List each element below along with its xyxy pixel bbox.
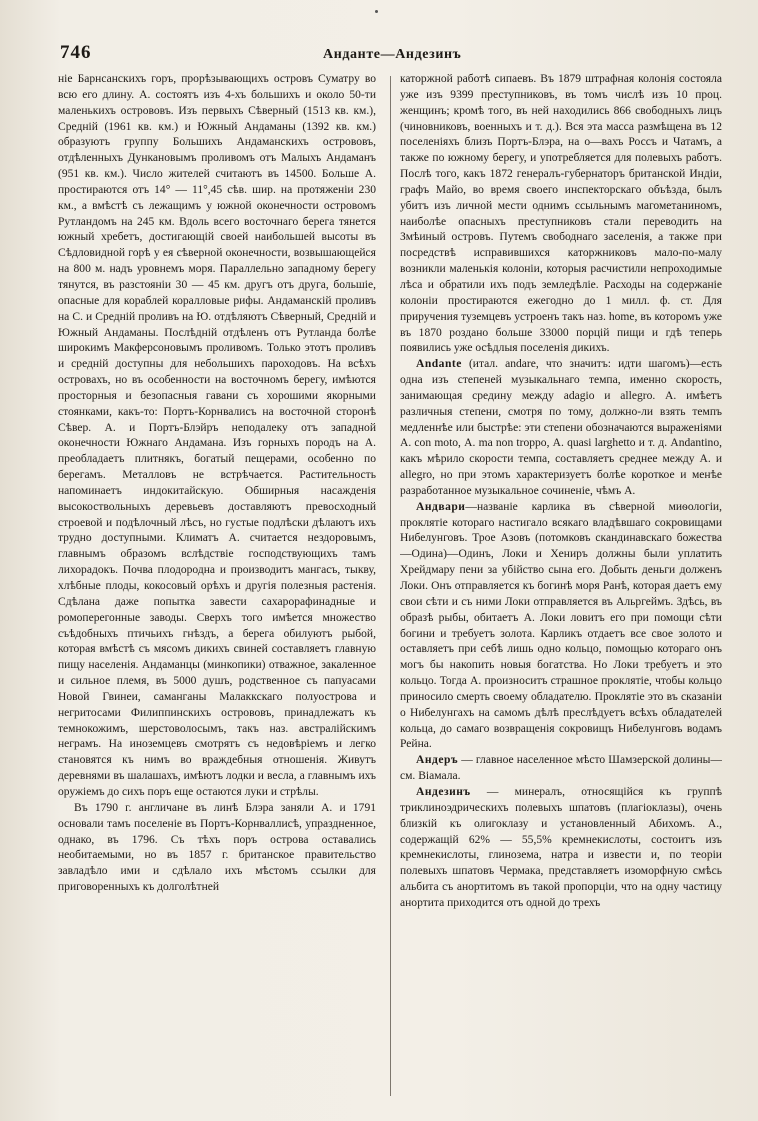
entry-ander (400, 753, 722, 785)
entry-andvari (400, 500, 722, 754)
entry-headword: Андеръ (416, 754, 459, 767)
right-paragraph-1: каторжной работѣ сипаевъ. Въ 1879 штрафная колонія состояла уже изъ 9399 преступниковъ, въ томъ числѣ изъ 10 проц. женщинъ; кромѣ того, въ ней находились 866 свободныхъ лицъ (чиновниковъ, военныхъ и т. д.). Вся эта масса размѣщена въ 12 поселеніяхъ близъ Портъ-Блэра, на о—вахъ Россъ и Чатамъ, а также по южному берегу, и употребляется для полевыхъ работъ. Послѣ того, какъ 1872 генералъ-губернаторъ британской Индіи, графъ Майо, во время своего инспекторскаго объѣзда, былъ убитъ изъ личной мести однимъ ссыльнымъ магометаниномъ, наиболѣе опасныхъ преступниковъ стали переводить на Змѣиный островъ. Путемъ свободнаго заселенія, а также при посредствѣ исправившихся каторжниковъ мало-по-малу возникли маленькія колоніи, которыя расчистили непроходимые лѣса и обратили ихъ подъ земледѣліе. Расходы на содержаніе колоніи простираются ежегодно до 1 милл. ф. ст. Для приручения туземцевъ устроенъ такъ наз. home, въ которомъ уже въ 1870 роздано больше 33000 порцій пищи и гдѣ теперь появились уже осѣдлыя поселенія дикихъ. (400, 73, 722, 355)
print-speck (375, 10, 378, 13)
running-head: Андантe—Андезинъ (323, 47, 462, 62)
entry-andesine (400, 785, 722, 912)
entry-andante (400, 357, 722, 500)
entry-headword: Андезинъ (416, 785, 471, 798)
entry-text: — минералъ, относящійся къ группѣ триклиноэдрическихъ полевыхъ шпатовъ (плагіоклазы), очень близкій къ олигоклазу и установленный Абихомъ. А., содержащій 62% — 55,5% кремнекислоты, состоитъ изъ кремнекислоты, глинозема, натра и извести и, по теоріи полевыхъ шпатовъ Чермака, представляетъ изоморфную смѣсь альбита съ анортитомъ въ такой пропорціи, что на одну частицу анортита приходится отъ одной до трехъ (400, 785, 722, 909)
entry-text: (итал. andare, что значитъ: идти шагомъ)—есть одна изъ степеней музыкальнаго темпа, именно скорость, занимающая средину между adagio и allegro. А. имѣетъ различныя степени, смотря по тому, должно-ли взять темпъ медленнѣе или быстрѣе: эти степени обозначаются выраженіями А. con moto, А. ma non troppo, А. quasi larghetto и т. д. Andantino, какъ мѣрило скорости темпа, составляетъ среднее между А. и allegro, но при этомъ характеризуетъ болѣе короткое и менѣе разработанное музыкальное сочиненіе, чѣмъ А. (400, 358, 722, 497)
entry-text: —названіе карлика въ сѣверной миѳологіи, проклятіе котораго настигало всякаго владѣвшаго сокровищами Нибелунговъ. Трое Азовъ (потомковъ скандинавскаго божества—Одина)—Одинъ, Локи и Хениръ должны были уплатить Хрейдмару пени за убійство сына его. Добыть деньги долженъ Локи. Онъ отправляется къ богинѣ моря Ранѣ, которая даетъ ему свои сѣти и съ ними Локи отправляется въ Альргеймъ. Здѣсь, въ образѣ рыбы, обитаетъ А. Локи ловитъ его при помощи сѣти богини и требуетъ золота. Карликъ отдаетъ все свое золото и оставляетъ при себѣ лишь одно кольцо, помощью котораго онъ могъ бы накопить новыя богатства. Но Локи требуетъ и это кольцо. Тогда А. произноситъ страшное проклятіе, чтобы кольцо приносило смерть своему обладателю. Проклятіе это въ сказаніи о Нибелунгахъ на самомъ дѣлѣ преслѣдуетъ всѣхъ обладателей кольца, до самаго возвращенія сокровищъ Нибелунговъ водамъ Рейна. (400, 500, 722, 751)
left-column (58, 72, 376, 1102)
left-paragraph-2: Въ 1790 г. англичане въ линѣ Блэра заняли А. и 1791 основали тамъ поселеніе въ Портъ-Корнваллисѣ, упраздненное, однако, въ 1796. Съ тѣхъ поръ острова оставались необитаемыми, но въ 1857 г. британское правительство завладѣло ими и сдѣлало ихъ мѣстомъ ссылки для приговоренныхъ къ долголѣтней (58, 801, 376, 894)
entry-headword: Андвари (416, 500, 466, 513)
page-number: 746 (60, 42, 92, 63)
left-paragraph-1: ніе Барнсанскихъ горъ, прорѣзывающихъ островъ Суматру во всю его длину. А. состоятъ изъ 4-хъ большихъ и около 50-ти маленькихъ острововъ. Изъ первыхъ Сѣверный (1513 кв. км.), Средній (1961 кв. км.) и Южный Андаманы (1392 кв. км.) образуютъ группу Большихъ Андаманскихъ острововъ, отдѣленныхъ Дункановымъ проливомъ отъ Малыхъ Андаманъ (951 кв. км.). Число жителей считаютъ въ 14500. Больше А. простираются отъ 14° — 11°,45 сѣв. шир. на протяженіи 230 км., а вмѣстѣ съ лежащимъ у южной оконечности островомъ Рутландомъ на 245 км. Вдоль всего восточнаго берега тянется южный хребетъ, достигающій своей наибольшей высоты въ Сѣдловидной горѣ у ея сѣверной оконечности, возвышающейся на 800 м. надъ уровнемъ моря. Параллельно западному берегу тянутся, въ разстояніи 30 — 45 км. другъ отъ друга, большіе, опасные для кораблей коралловые рифы. Андаманскій проливъ на С. и Средній проливъ на Ю. отдѣляютъ Сѣверный, Средній и Южный Андаманы. Послѣдній отдѣленъ отъ Рутланда болѣе широкимъ Макферсоновымъ проливомъ. Только этотъ проливъ и средній доступны для небольшихъ пароходовъ. На всѣхъ островахъ, но въ особенности на восточномъ берегу, имѣются просторныя и безопасныя гавани съ хорошими якорными стоянками, какъ-то: Портъ-Корнвалисъ на восточной сторонѣ Сѣвер. А. и Портъ-Блэйръ неподалеку отъ западной оконечности Южнаго Андамана. Изъ горныхъ породъ на А. преобладаетъ плитнякъ, богатый пещерами, особенно по берегамъ. Металловъ не встрѣчается. Растительность напоминаетъ индокитайскую. Обширныя насажденія высокоствольныхъ деревьевъ доставляютъ превосходный строевой и подѣлочный лѣсъ, но густые подлѣски дѣлаютъ ихъ трудно доступными. Климатъ А. считается нездоровымъ, главнымъ образомъ вслѣдствіе господствующихъ тамъ лихорадокъ. Почва плодородна и производитъ мангасъ, тыкву, хлѣбные плоды, кокосовый орѣхъ и другія полезныя растенія. Сдѣлана даже попытка завести сахарорафинадные и ромоперегонные заводы. Сверхъ того имѣется множество съѣдобныхъ птичьихъ гнѣздъ, а берега обилуютъ рыбой, которая вмѣстѣ съ мясомъ дикихъ свиней составляетъ главную пищу населенія. Андаманцы (минкопики) отважное, закаленное и сильное племя, въ 5000 душъ, родственное съ папуасами Новой Гвинеи, саманганы Малаккскаго полуострова и негритосами Филиппинскихъ острововъ, принадлежатъ къ темнокожимъ, шерстоволосымъ, такъ наз. австралійскимъ неграмъ. На иноземцевъ смотрятъ съ недовѣріемъ и легко становятся къ нимъ во враждебныя отношенія. Живутъ деревнями въ шалашахъ, имѣютъ лодки и весла, а главнымъ ихъ оружіемъ до сихъ поръ еще остаются луки и стрѣлы. (58, 73, 376, 798)
entry-headword: Andante (416, 358, 462, 371)
right-column (400, 72, 722, 1102)
entry-text: — главное населенное мѣсто Шамзерской долины—см. Віамала. (400, 754, 722, 783)
column-divider (390, 76, 391, 1096)
